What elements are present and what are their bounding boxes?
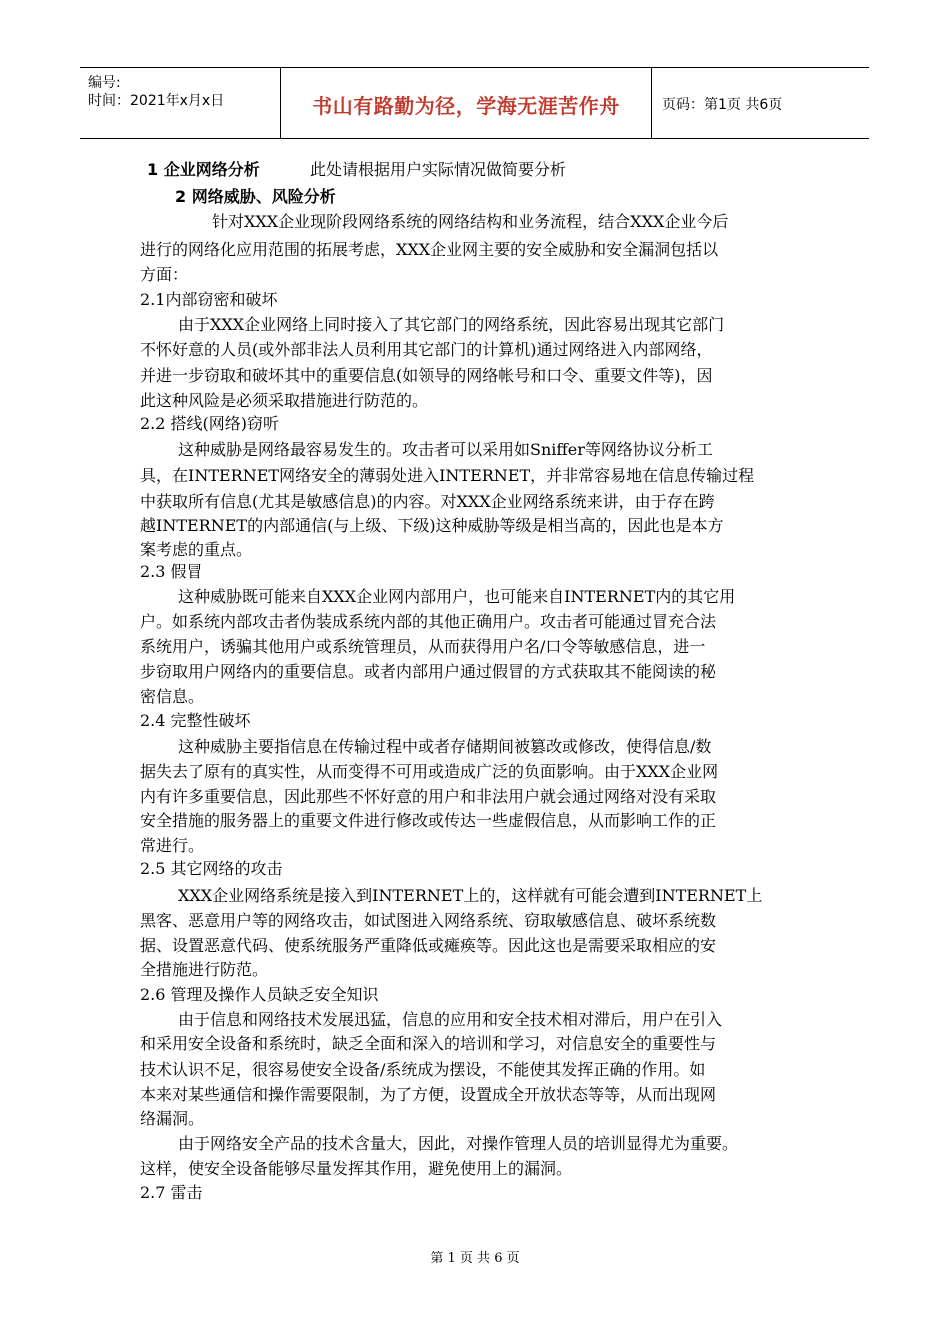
text-line: 密信息。	[140, 687, 205, 706]
text-line: 这种威胁是网络最容易发生的。攻击者可以采用如Sniffer等网络协议分析工	[178, 440, 713, 459]
text-line: 和采用安全设备和系统时，缺乏全面和深入的培训和学习，对信息安全的重要性与	[140, 1034, 717, 1053]
serial-label: 编号:	[88, 75, 121, 91]
text-line: 技术认识不足，很容易使安全设备/系统成为摆设，不能使其发挥正确的作用。如	[140, 1060, 706, 1079]
section-2-heading: 2 网络威胁、风险分析	[175, 187, 336, 206]
text-line: 本来对某些通信和操作需要限制，为了方便，设置成全开放状态等等，从而出现网	[140, 1085, 717, 1104]
page-code: 页码：第1页 共6页	[662, 97, 783, 113]
text-line: 这样，使安全设备能够尽量发挥其作用，避免使用上的漏洞。	[140, 1159, 573, 1178]
text-line: 越INTERNET的内部通信(与上级、下级)这种威胁等级是相当高的，因此也是本方	[140, 516, 724, 535]
text-line: 进行的网络化应用范围的拓展考虑，XXX企业网主要的安全威胁和安全漏洞包括以	[140, 240, 719, 259]
text-line: 方面：	[140, 265, 189, 284]
text-line: 并进一步窃取和破坏其中的重要信息(如领导的网络帐号和口令、重要文件等)，因	[140, 366, 713, 385]
text-line: 常进行。	[140, 836, 205, 855]
text-line: 这种威胁主要指信息在传输过程中或者存储期间被篡改或修改，使得信息/数	[178, 737, 712, 756]
subsection-heading: 2.3 假冒	[140, 562, 203, 581]
text-line: 由于网络安全产品的技术含量大，因此，对操作管理人员的培训显得尤为重要。	[178, 1134, 739, 1153]
text-line: 安全措施的服务器上的重要文件进行修改或传达一些虚假信息，从而影响工作的正	[140, 811, 717, 830]
motto: 书山有路勤为径，学海无涯苦作舟	[312, 94, 620, 118]
text-line: 内有许多重要信息，因此那些不怀好意的用户和非法用户就会通过网络对没有采取	[140, 787, 717, 806]
section-1-heading: 1 企业网络分析	[147, 160, 260, 179]
header-page-cell	[652, 68, 869, 138]
text-line: 针对XXX企业现阶段网络系统的网络结构和业务流程，结合XXX企业今后	[212, 212, 729, 231]
text-line: XXX企业网络系统是接入到INTERNET上的，这样就有可能会遭到INTERNET上	[178, 886, 763, 905]
text-line: 全措施进行防范。	[140, 960, 269, 979]
text-line: 此这种风险是必须采取措施进行防范的。	[140, 391, 429, 410]
header-motto-cell	[281, 68, 652, 138]
subsection-heading: 2.4 完整性破坏	[140, 711, 251, 730]
subsection-heading: 2.5 其它网络的攻击	[140, 859, 283, 878]
text-line: 黑客、恶意用户等的网络攻击，如试图进入网络系统、窃取敏感信息、破坏系统数	[140, 911, 717, 930]
text-line: 由于信息和网络技术发展迅猛，信息的应用和安全技术相对滞后，用户在引入	[178, 1010, 723, 1029]
subsection-heading: 2.1内部窃密和破坏	[140, 290, 278, 309]
text-line: 系统用户，诱骗其他用户或系统管理员，从而获得用户名/口令等敏感信息，进一	[140, 637, 706, 656]
page-footer: 第 1 页 共 6 页	[430, 1251, 520, 1266]
text-line: 具，在INTERNET网络安全的薄弱处进入INTERNET，并非常容易地在信息传输过程	[140, 466, 755, 485]
header-meta-cell	[80, 68, 281, 138]
text-line: 不怀好意的人员(或外部非法人员利用其它部门的计算机)通过网络进入内部网络，	[140, 340, 713, 359]
subsection-heading: 2.7 雷击	[140, 1183, 203, 1202]
text-line: 户。如系统内部攻击者伪装成系统内部的其他正确用户。攻击者可能通过冒充合法	[140, 612, 717, 631]
text-line: 据、设置恶意代码、使系统服务严重降低或瘫痪等。因此这也是需要采取相应的安	[140, 936, 717, 955]
text-line: 由于XXX企业网络上同时接入了其它部门的网络系统，因此容易出现其它部门	[178, 315, 725, 334]
text-line: 案考虑的重点。	[140, 540, 253, 559]
page-header	[80, 67, 869, 139]
text-line: 中获取所有信息(尤其是敏感信息)的内容。对XXX企业网络系统来讲，由于存在跨	[140, 492, 715, 511]
subsection-heading: 2.2 搭线(网络)窃听	[140, 414, 280, 433]
text-line: 络漏洞。	[140, 1109, 205, 1128]
section-1-note: 此处请根据用户实际情况做简要分析	[310, 160, 567, 179]
text-line: 据失去了原有的真实性，从而变得不可用或造成广泛的负面影响。由于XXX企业网	[140, 762, 719, 781]
subsection-heading: 2.6 管理及操作人员缺乏安全知识	[140, 985, 379, 1004]
text-line: 这种威胁既可能来自XXX企业网内部用户，也可能来自INTERNET内的其它用	[178, 587, 736, 606]
date-line: 时间：2021年x月x日	[88, 93, 225, 109]
text-line: 步窃取用户网络内的重要信息。或者内部用户通过假冒的方式获取其不能阅读的秘	[140, 662, 717, 681]
